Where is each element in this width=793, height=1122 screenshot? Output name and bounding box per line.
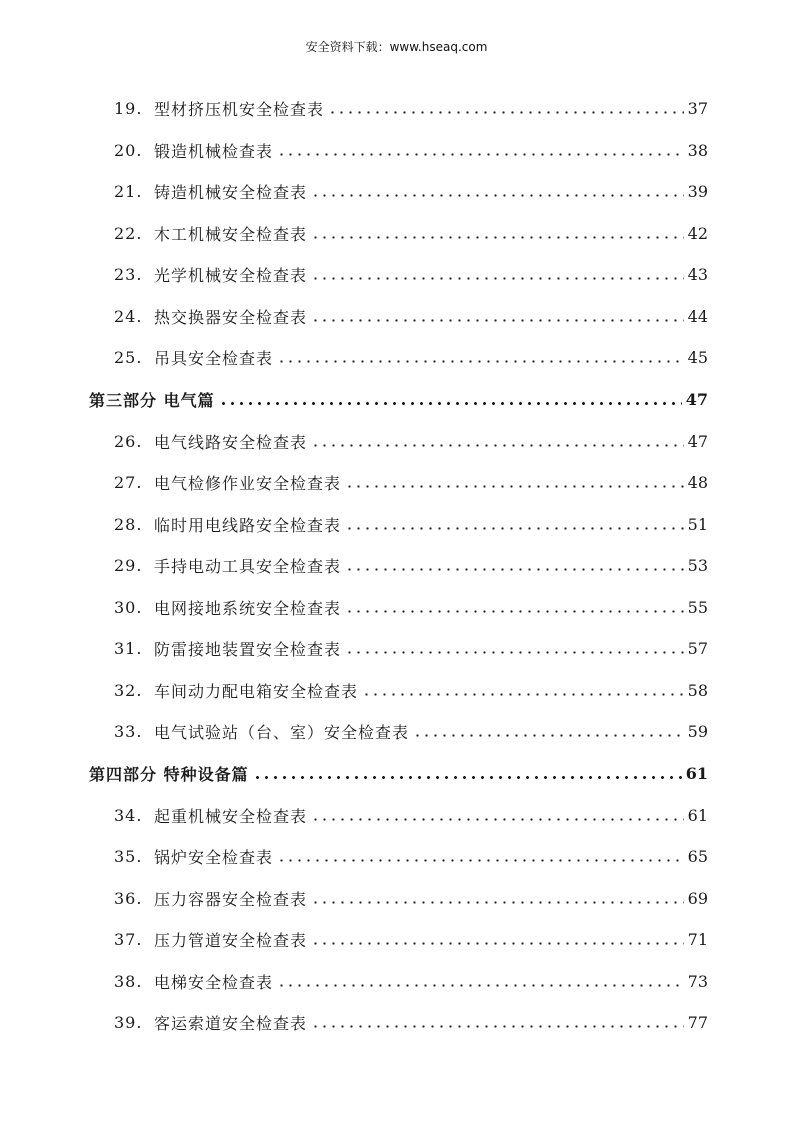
- entry-title: 热交换器安全检查表: [154, 307, 308, 327]
- entry-title: 电气线路安全检查表: [154, 432, 308, 452]
- toc-section-heading[interactable]: [89, 759, 708, 787]
- toc-entry[interactable]: [114, 260, 708, 288]
- toc-entry[interactable]: [114, 593, 708, 621]
- dot-leader: [311, 901, 684, 904]
- dot-leader: [328, 111, 684, 114]
- entry-number: 31.: [114, 638, 143, 658]
- dot-leader: [345, 568, 684, 571]
- entry-page: 55: [687, 597, 708, 617]
- entry-number: 39.: [114, 1012, 143, 1032]
- entry-page: 65: [687, 846, 708, 866]
- entry-title: 临时用电线路安全检查表: [154, 515, 342, 535]
- toc-entry[interactable]: [114, 884, 708, 912]
- toc-entry[interactable]: [114, 551, 708, 579]
- entry-title: 电梯安全检查表: [154, 972, 274, 992]
- toc-entry[interactable]: [114, 302, 708, 330]
- entry-page: 61: [687, 805, 708, 825]
- dot-leader: [311, 942, 684, 945]
- entry-page: 51: [687, 514, 708, 534]
- dot-leader: [277, 360, 684, 363]
- entry-title: 锻造机械检查表: [154, 141, 274, 161]
- toc-entry[interactable]: [114, 925, 708, 953]
- dot-leader: [311, 236, 684, 239]
- dot-leader: [277, 153, 684, 156]
- entry-page: 59: [687, 721, 708, 741]
- entry-page: 73: [687, 971, 708, 991]
- entry-number: 33.: [114, 721, 143, 741]
- entry-title: 型材挤压机安全检查表: [154, 99, 325, 119]
- entry-number: 35.: [114, 846, 143, 866]
- entry-page: 47: [687, 431, 708, 451]
- entry-page: 39: [687, 181, 708, 201]
- dot-leader: [345, 485, 684, 488]
- entry-number: 37.: [114, 929, 143, 949]
- section-title: 第四部分 特种设备篇: [89, 764, 249, 784]
- entry-number: 26.: [114, 431, 143, 451]
- entry-title: 吊具安全检查表: [154, 348, 274, 368]
- toc-entry[interactable]: [114, 676, 708, 704]
- dot-leader: [311, 1025, 684, 1028]
- dot-leader: [345, 651, 684, 654]
- entry-page: 48: [687, 472, 708, 492]
- toc-section-heading[interactable]: [89, 385, 708, 413]
- entry-page: 57: [687, 638, 708, 658]
- toc-entry[interactable]: [114, 136, 708, 164]
- entry-title: 铸造机械安全检查表: [154, 182, 308, 202]
- entry-title: 电网接地系统安全检查表: [154, 598, 342, 618]
- dot-leader: [277, 859, 684, 862]
- dot-leader: [311, 194, 684, 197]
- toc-entry[interactable]: [114, 219, 708, 247]
- toc-entry[interactable]: [114, 177, 708, 205]
- entry-number: 34.: [114, 805, 143, 825]
- toc-entry[interactable]: [114, 1008, 708, 1036]
- section-page: 47: [685, 389, 708, 409]
- entry-page: 43: [687, 264, 708, 284]
- entry-number: 30.: [114, 597, 143, 617]
- entry-number: 38.: [114, 971, 143, 991]
- dot-leader: [311, 444, 684, 447]
- dot-leader: [311, 319, 684, 322]
- entry-title: 压力管道安全检查表: [154, 930, 308, 950]
- toc-entry[interactable]: [114, 801, 708, 829]
- entry-title: 客运索道安全检查表: [154, 1013, 308, 1033]
- dot-leader: [253, 776, 682, 779]
- dot-leader: [345, 527, 684, 530]
- entry-title: 电气检修作业安全检查表: [154, 473, 342, 493]
- entry-page: 45: [687, 347, 708, 367]
- entry-page: 42: [687, 223, 708, 243]
- entry-number: 23.: [114, 264, 143, 284]
- toc-entry[interactable]: [114, 427, 708, 455]
- entry-page: 53: [687, 555, 708, 575]
- entry-number: 22.: [114, 223, 143, 243]
- toc-entry[interactable]: [114, 468, 708, 496]
- section-page: 61: [685, 763, 708, 783]
- dot-leader: [311, 277, 684, 280]
- entry-number: 24.: [114, 306, 143, 326]
- toc-entry[interactable]: [114, 94, 708, 122]
- entry-page: 37: [687, 98, 708, 118]
- dot-leader: [311, 818, 684, 821]
- entry-page: 38: [687, 140, 708, 160]
- dot-leader: [362, 693, 684, 696]
- entry-title: 电气试验站（台、室）安全检查表: [154, 722, 410, 742]
- entry-page: 58: [687, 680, 708, 700]
- section-title: 第三部分 电气篇: [89, 390, 215, 410]
- entry-number: 29.: [114, 555, 143, 575]
- toc-entry[interactable]: [114, 343, 708, 371]
- entry-number: 21.: [114, 181, 143, 201]
- toc-entry[interactable]: [114, 967, 708, 995]
- dot-leader: [413, 734, 684, 737]
- toc-entry[interactable]: [114, 634, 708, 662]
- toc-entry[interactable]: [114, 510, 708, 538]
- toc-entry[interactable]: [114, 717, 708, 745]
- entry-title: 木工机械安全检查表: [154, 224, 308, 244]
- entry-number: 32.: [114, 680, 143, 700]
- entry-title: 光学机械安全检查表: [154, 265, 308, 285]
- entry-number: 25.: [114, 347, 143, 367]
- entry-title: 车间动力配电箱安全检查表: [154, 681, 359, 701]
- entry-title: 手持电动工具安全检查表: [154, 556, 342, 576]
- entry-page: 71: [687, 929, 708, 949]
- toc-entry[interactable]: [114, 842, 708, 870]
- entry-page: 69: [687, 888, 708, 908]
- entry-page: 44: [687, 306, 708, 326]
- dot-leader: [219, 402, 682, 405]
- entry-number: 36.: [114, 888, 143, 908]
- entry-number: 20.: [114, 140, 143, 160]
- dot-leader: [277, 984, 684, 987]
- dot-leader: [345, 610, 684, 613]
- entry-title: 压力容器安全检查表: [154, 889, 308, 909]
- entry-title: 锅炉安全检查表: [154, 847, 274, 867]
- entry-number: 19.: [114, 98, 143, 118]
- page-header: 安全资料下载：www.hseaq.com: [305, 40, 488, 54]
- entry-number: 28.: [114, 514, 143, 534]
- entry-title: 防雷接地装置安全检查表: [154, 639, 342, 659]
- entry-title: 起重机械安全检查表: [154, 806, 308, 826]
- entry-number: 27.: [114, 472, 143, 492]
- entry-page: 77: [687, 1012, 708, 1032]
